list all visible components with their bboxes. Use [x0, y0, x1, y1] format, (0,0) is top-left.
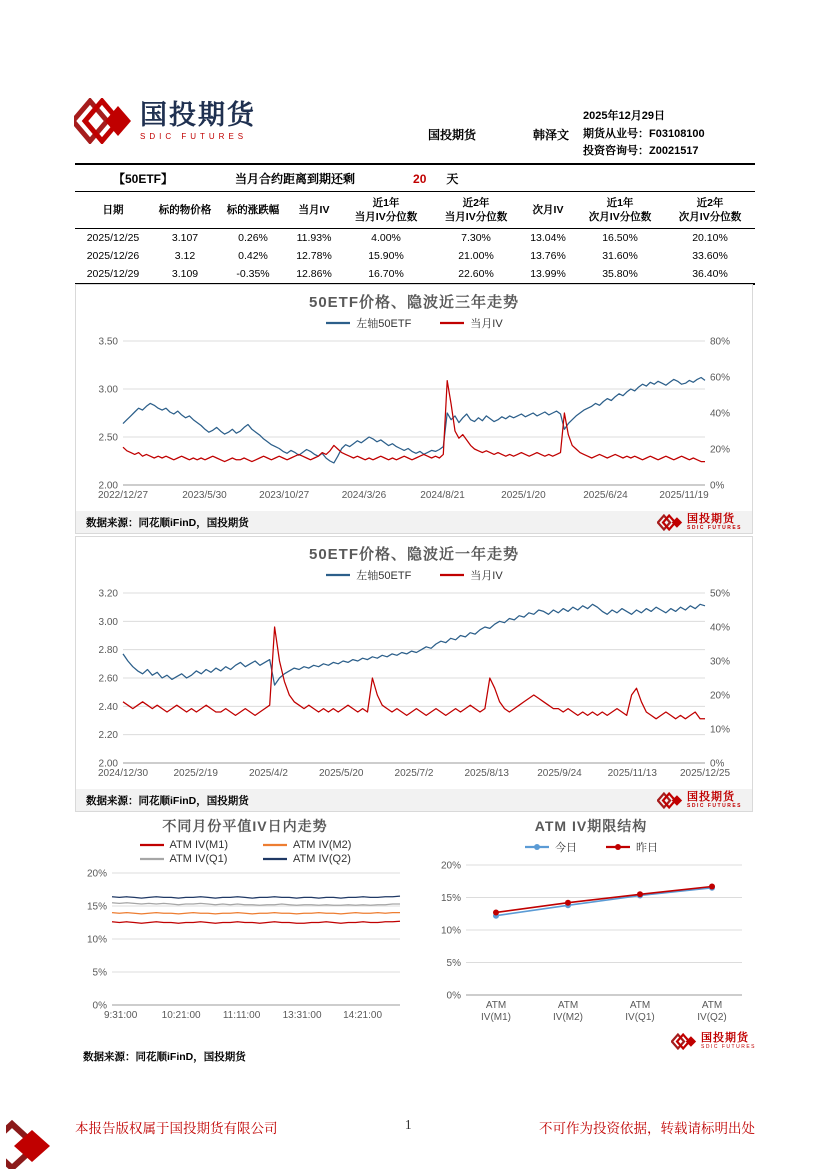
- contract-title-bar: [75, 166, 755, 192]
- legend-item: [524, 839, 577, 855]
- header-divider: [75, 163, 755, 165]
- legend-swatch-icon: [439, 570, 465, 580]
- svg-text:5%: 5%: [92, 967, 107, 979]
- table-header-cell: 日期: [75, 194, 151, 229]
- days-unit: 天: [446, 172, 459, 186]
- legend-swatch-icon: [139, 854, 165, 864]
- data-table-header-row: [75, 194, 755, 229]
- svg-text:2.40: 2.40: [98, 701, 118, 713]
- line-chart-3y: [77, 333, 751, 505]
- legend-swatch-icon: [524, 842, 550, 852]
- svg-text:20%: 20%: [710, 444, 731, 456]
- svg-text:2025/1/20: 2025/1/20: [501, 490, 546, 501]
- table-header-cell: 标的物价格: [151, 194, 219, 229]
- legend-item: [139, 853, 228, 865]
- svg-text:0%: 0%: [446, 990, 461, 1002]
- svg-text:2.00: 2.00: [98, 480, 118, 492]
- svg-text:2.80: 2.80: [98, 645, 118, 657]
- svg-text:2025/11/19: 2025/11/19: [659, 490, 709, 501]
- legend-item: [439, 567, 502, 583]
- table-cell: 12.86%: [296, 268, 332, 281]
- table-cell: 11.93%: [296, 232, 332, 245]
- svg-text:10%: 10%: [710, 724, 731, 736]
- chart-1y-title: 50ETF价格、隐波近一年走势: [308, 546, 520, 563]
- svg-text:40%: 40%: [710, 622, 731, 634]
- svg-text:2.60: 2.60: [98, 673, 118, 685]
- legend-swatch-icon: [139, 840, 165, 850]
- table-row: [75, 247, 755, 265]
- svg-text:3.20: 3.20: [98, 588, 118, 600]
- legend-label: 今日: [555, 842, 577, 854]
- line-chart-intraday: [76, 867, 414, 1025]
- table-header-cell: 当月IV: [287, 194, 341, 229]
- sdic-logo: [657, 792, 742, 809]
- table-cell: 0.26%: [238, 232, 268, 245]
- table-cell: 7.30%: [461, 232, 491, 245]
- logo-text: 国投期货: [140, 99, 256, 130]
- legend-item: [605, 839, 658, 855]
- svg-text:30%: 30%: [710, 656, 731, 668]
- legend-label: 昨日: [636, 842, 658, 854]
- table-cell: 35.80%: [602, 268, 638, 281]
- svg-text:2024/3/26: 2024/3/26: [341, 490, 387, 501]
- svg-text:2.50: 2.50: [98, 432, 118, 444]
- logo-subtext: SDIC FUTURES: [687, 524, 742, 531]
- source-note: 数据来源：同花顺iFinD，国投期货: [86, 794, 249, 807]
- legend-label: ATM IV(M2): [293, 839, 352, 851]
- chart-intraday-legend: [75, 839, 415, 865]
- legend-label: 当月IV: [470, 318, 503, 330]
- line-chart-1y: [77, 585, 751, 783]
- chart-intraday-section: [75, 816, 415, 1064]
- footer-disclaimer: 不可作为投资依据，转载请标明出处: [539, 1121, 755, 1136]
- logo-subtext: SDIC FUTURES: [140, 131, 248, 141]
- svg-text:50%: 50%: [710, 588, 731, 600]
- table-cell: 16.50%: [602, 232, 638, 245]
- logo-diamonds-icon: [6, 1116, 58, 1169]
- legend-label: 左轴50ETF: [356, 570, 412, 582]
- chart-term-title: ATM IV期限结构: [534, 818, 648, 834]
- page-footer: [75, 1117, 755, 1137]
- page-number: 1: [404, 1117, 412, 1132]
- svg-text:20%: 20%: [710, 690, 731, 702]
- data-table-body: [75, 229, 755, 285]
- company-name: 国投期货: [428, 128, 477, 142]
- table-cell: 15.90%: [368, 250, 404, 263]
- svg-text:2023/5/30: 2023/5/30: [182, 490, 227, 501]
- chart-term-legend: [424, 839, 758, 855]
- svg-text:20%: 20%: [440, 860, 461, 872]
- logo-diamonds-icon: [657, 514, 683, 531]
- table-header-cell: 近2年 次月IV分位数: [665, 194, 755, 229]
- svg-text:10:21:00: 10:21:00: [161, 1010, 201, 1021]
- svg-text:3.00: 3.00: [98, 616, 118, 628]
- svg-text:40%: 40%: [710, 408, 731, 420]
- table-header-cell: 次月IV: [521, 194, 575, 229]
- legend-swatch-icon: [325, 570, 351, 580]
- legend-swatch-icon: [325, 318, 351, 328]
- svg-text:60%: 60%: [710, 372, 731, 384]
- svg-text:2025/11/13: 2025/11/13: [607, 768, 657, 779]
- svg-text:2024/12/30: 2024/12/30: [97, 768, 149, 779]
- sdic-logo: [657, 514, 742, 531]
- table-header-cell: 近1年 次月IV分位数: [575, 194, 665, 229]
- table-cell: 22.60%: [458, 268, 494, 281]
- table-cell: 20.10%: [692, 232, 728, 245]
- logo-text: 国投期货: [701, 1032, 750, 1044]
- source-note: 数据来源：同花顺iFinD，国投期货: [86, 516, 249, 529]
- table-cell: 36.40%: [692, 268, 728, 281]
- svg-text:2025/12/25: 2025/12/25: [679, 768, 731, 779]
- sdic-logo: [671, 1033, 756, 1050]
- svg-text:0%: 0%: [92, 1000, 107, 1012]
- svg-text:2022/12/27: 2022/12/27: [97, 490, 149, 501]
- legend-item: [439, 315, 502, 331]
- svg-text:20%: 20%: [86, 868, 107, 880]
- svg-text:15%: 15%: [86, 901, 107, 913]
- credentials-block: [583, 108, 705, 161]
- chart-1y-legend: [76, 567, 752, 583]
- table-cell: 0.42%: [238, 250, 268, 263]
- legend-label: ATM IV(Q2): [293, 853, 351, 865]
- company-logo: [74, 98, 256, 144]
- line-chart-term: [426, 857, 756, 1029]
- legend-swatch-icon: [262, 854, 288, 864]
- legend-item: [262, 839, 351, 851]
- logo-text: 国投期货: [687, 512, 736, 525]
- svg-text:11:11:00: 11:11:00: [222, 1010, 261, 1021]
- svg-text:10%: 10%: [440, 925, 461, 937]
- svg-text:2025/2/19: 2025/2/19: [173, 768, 218, 779]
- svg-text:2025/8/13: 2025/8/13: [464, 768, 509, 779]
- table-header-cell: 近1年 当月IV分位数: [341, 194, 431, 229]
- table-cell: 13.04%: [530, 232, 566, 245]
- legend-item: [262, 853, 351, 865]
- svg-text:10%: 10%: [86, 934, 107, 946]
- license-number-2: 投资咨询号：Z0021517: [583, 145, 699, 158]
- svg-text:2.00: 2.00: [98, 758, 118, 770]
- svg-text:ATMIV(M1): ATM IV(M1): [481, 1000, 511, 1023]
- table-cell: 3.107: [171, 232, 199, 245]
- legend-swatch-icon: [605, 842, 631, 852]
- legend-label: ATM IV(Q1): [169, 853, 228, 865]
- table-header-cell: 近2年 当月IV分位数: [431, 194, 521, 229]
- svg-text:0%: 0%: [710, 480, 725, 492]
- table-cell: 13.76%: [530, 250, 566, 263]
- svg-text:3.50: 3.50: [98, 336, 118, 348]
- svg-text:15%: 15%: [440, 893, 461, 904]
- legend-swatch-icon: [439, 318, 465, 328]
- svg-text:5%: 5%: [446, 958, 461, 969]
- source-note: 数据来源：同花顺iFinD，国投期货: [83, 1051, 246, 1063]
- table-cell: -0.35%: [236, 268, 270, 281]
- footer-copyright: 本报告版权属于国投期货有限公司: [75, 1121, 278, 1136]
- table-cell: 4.00%: [371, 232, 401, 245]
- chart-1y-section: [75, 536, 753, 812]
- chart-3y-section: [75, 284, 753, 534]
- legend-label: 当月IV: [470, 570, 503, 582]
- svg-text:2025/4/2: 2025/4/2: [249, 768, 288, 779]
- chart-term-section: [424, 816, 758, 1050]
- chart-3y-legend: [76, 315, 752, 331]
- logo-text: 国投期货: [687, 790, 736, 803]
- svg-text:14:21:00: 14:21:00: [343, 1010, 383, 1021]
- iv-data-table: [75, 194, 755, 285]
- table-cell: 33.60%: [692, 250, 728, 263]
- source-strip: [76, 789, 752, 811]
- table-cell: 3.109: [171, 268, 199, 281]
- svg-text:2025/7/2: 2025/7/2: [394, 768, 434, 779]
- svg-text:0%: 0%: [710, 758, 725, 770]
- table-row: [75, 265, 755, 284]
- table-row: [75, 229, 755, 248]
- days-to-expiry-label: 当月合约距离到期还剩: [235, 172, 356, 186]
- table-cell: 2025/12/25: [86, 232, 140, 245]
- table-cell: 3.12: [174, 250, 196, 263]
- svg-text:2025/6/24: 2025/6/24: [583, 490, 628, 501]
- table-cell: 12.78%: [296, 250, 332, 263]
- table-header-cell: 标的涨跌幅: [219, 194, 287, 229]
- report-date: 2025年12月29日: [583, 110, 665, 122]
- days-to-expiry-value: 20: [413, 171, 427, 186]
- chart-intraday-title: 不同月份平值IV日内走势: [162, 818, 328, 834]
- svg-text:2025/5/20: 2025/5/20: [319, 768, 364, 779]
- table-cell: 16.70%: [368, 268, 404, 281]
- legend-item: [139, 839, 228, 851]
- analyst-name: 韩泽文: [533, 128, 570, 142]
- svg-text:ATMIV(Q1): ATM IV(Q1): [625, 1000, 655, 1023]
- legend-swatch-icon: [262, 840, 288, 850]
- svg-text:2025/9/24: 2025/9/24: [537, 768, 582, 779]
- svg-text:13:31:00: 13:31:00: [282, 1010, 322, 1021]
- svg-text:2.20: 2.20: [98, 730, 118, 742]
- svg-text:ATMIV(M2): ATM IV(M2): [553, 1000, 583, 1023]
- svg-text:ATMIV(Q2): ATM IV(Q2): [697, 1000, 727, 1023]
- svg-text:80%: 80%: [710, 336, 731, 348]
- contract-name: 【50ETF】: [113, 172, 174, 186]
- table-cell: 21.00%: [458, 250, 494, 263]
- logo-subtext: SDIC FUTURES: [687, 802, 742, 809]
- corner-logo-decoration: [6, 1116, 58, 1169]
- legend-item: [325, 567, 411, 583]
- svg-text:3.00: 3.00: [98, 384, 118, 396]
- table-cell: 31.60%: [602, 250, 638, 263]
- logo-diamonds-icon: [671, 1033, 697, 1050]
- table-cell: 13.99%: [530, 268, 566, 281]
- logo-diamonds-icon: [74, 98, 132, 144]
- table-cell: 2025/12/26: [86, 250, 140, 263]
- svg-text:9:31:00: 9:31:00: [103, 1010, 138, 1021]
- license-number-1: 期货从业号：F03108100: [583, 127, 705, 140]
- legend-label: ATM IV(M1): [169, 839, 228, 851]
- legend-item: [325, 315, 411, 331]
- svg-text:2024/8/21: 2024/8/21: [420, 490, 465, 501]
- chart-3y-title: 50ETF价格、隐波近三年走势: [308, 294, 520, 311]
- source-strip: [76, 511, 752, 533]
- legend-label: 左轴50ETF: [356, 318, 412, 330]
- svg-text:2023/10/27: 2023/10/27: [259, 490, 310, 501]
- table-cell: 2025/12/29: [86, 268, 140, 281]
- logo-subtext: SDIC FUTURES: [701, 1044, 756, 1050]
- logo-diamonds-icon: [657, 792, 683, 809]
